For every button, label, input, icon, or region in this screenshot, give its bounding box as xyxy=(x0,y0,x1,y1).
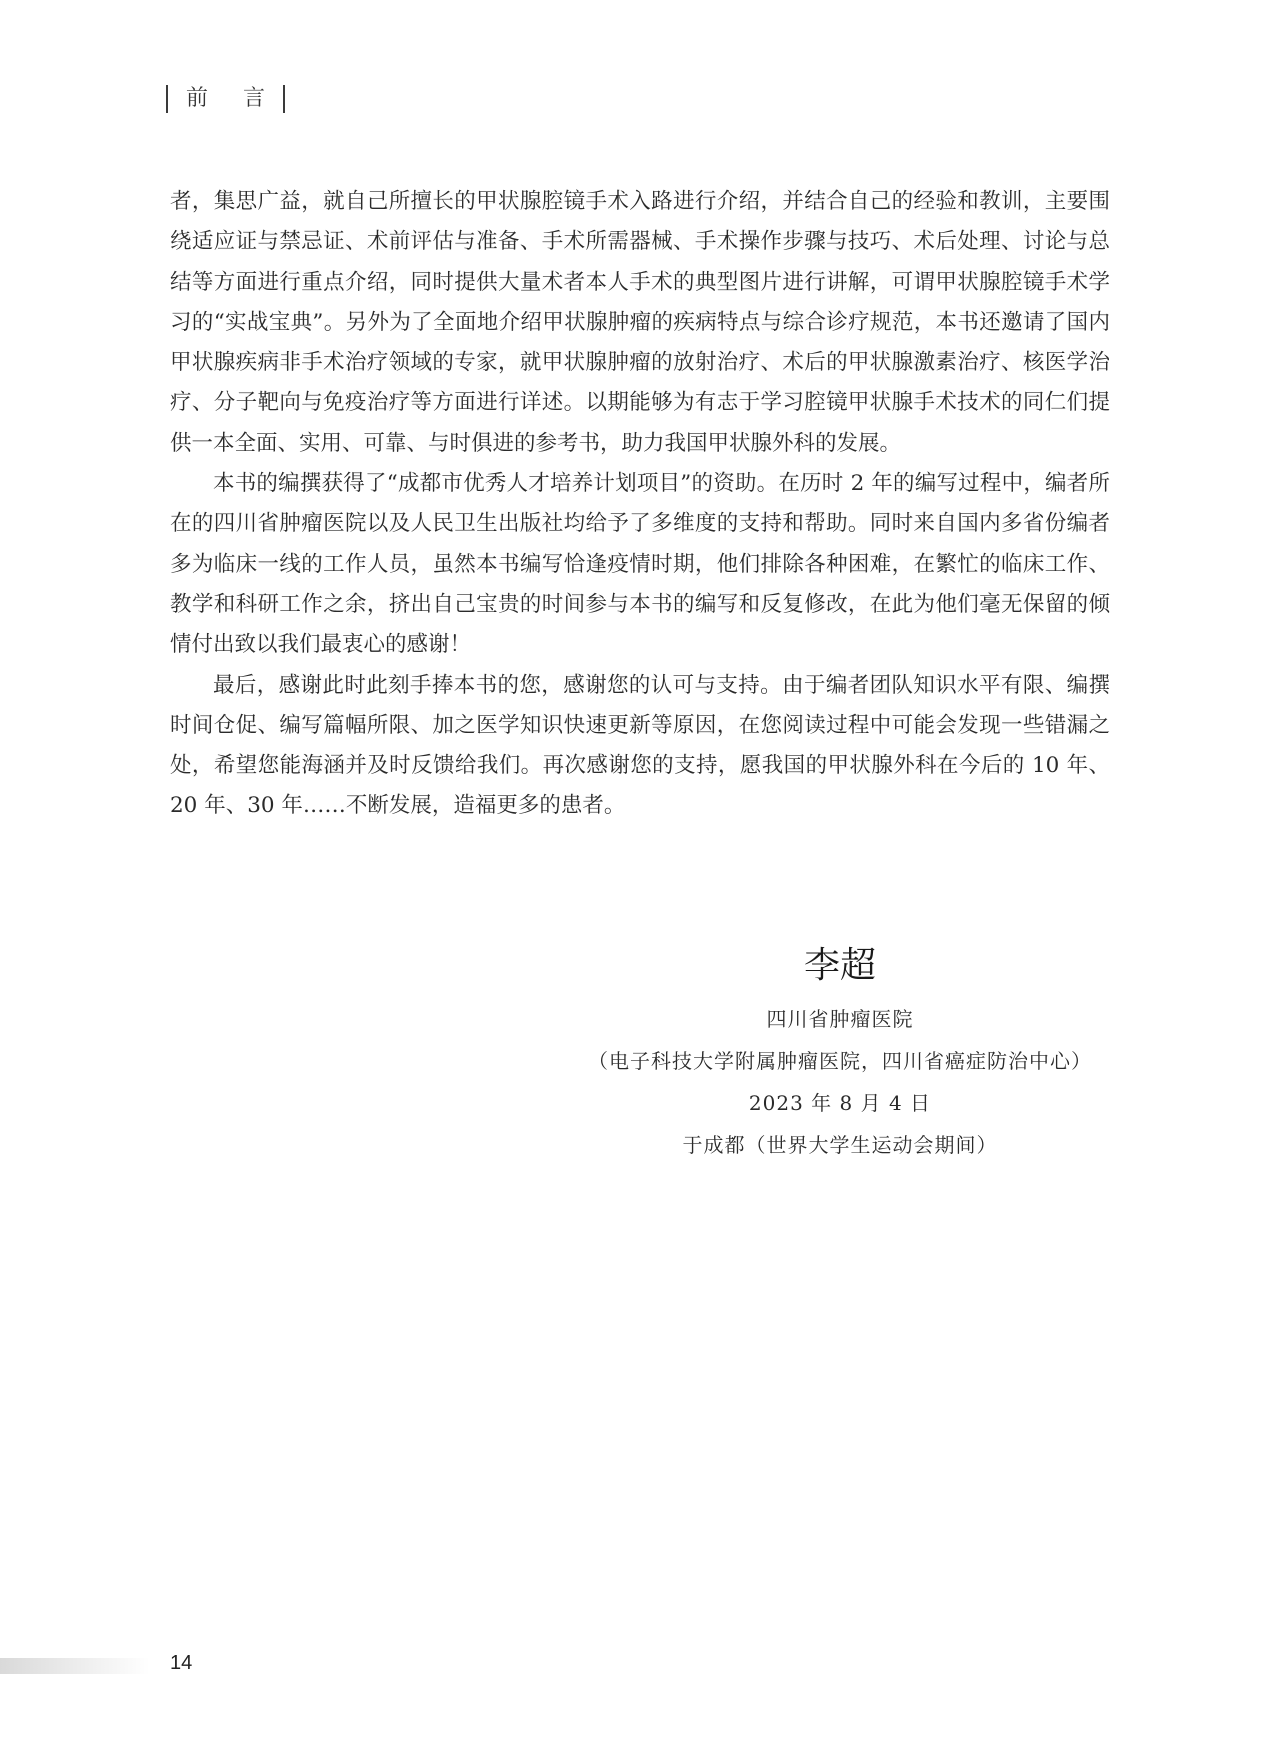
paragraph-funding: 本书的编撰获得了“成都市优秀人才培养计划项目”的资助。在历时 2 年的编写过程中，编者所在的四川省肿瘤医院以及人民卫生出版社均给予了多维度的支持和帮助。同时来自国内多省份编者多为临床一线的工作人员，虽然本书编写恰逢疫情时期，他们排除各种困难，在繁忙的临床工作、教学和科研工作之余，挤出自己宝贵的时间参与本书的编写和反复修改，在此为他们毫无保留的倾情付出致以我们最衷心的感谢！ xyxy=(170,471,1110,658)
author-signature: 李超 xyxy=(803,945,876,986)
header-right-rule xyxy=(283,85,285,113)
paragraph-closing: 最后，感谢此时此刻手捧本书的您，感谢您的认可与支持。由于编者团队知识水平有限、编撰时间仓促、编写篇幅所限、加之医学知识快速更新等原因，在您阅读过程中可能会发现一些错漏之处，希望您能海涵并及时反馈给我们。再次感谢您的支持，愿我国的甲状腺外科在今后的 10 年、20 年、30 年……不断发展，造福更多的患者。 xyxy=(170,672,1110,819)
signature-date: 2023 年 8 月 4 日 xyxy=(748,1091,932,1115)
signature-place: 于成都（世界大学生运动会期间） xyxy=(682,1133,998,1157)
header-left-rule xyxy=(166,85,168,113)
signature-block xyxy=(560,940,1120,1166)
footer-shade-bar xyxy=(0,1658,150,1674)
author-institution: 四川省肿瘤医院 xyxy=(766,1007,914,1031)
header-title: 前 言 xyxy=(186,86,279,111)
preface-body xyxy=(170,182,1110,827)
author-affiliation: （电子科技大学附属肿瘤医院，四川省癌症防治中心） xyxy=(588,1049,1092,1073)
page-number: 14 xyxy=(170,1652,193,1674)
running-header xyxy=(166,84,285,114)
paragraph-continuation: 者，集思广益，就自己所擅长的甲状腺腔镜手术入路进行介绍，并结合自己的经验和教训，主要围绕适应证与禁忌证、术前评估与准备、手术所需器械、手术操作步骤与技巧、术后处理、讨论与总结等方面进行重点介绍，同时提供大量术者本人手术的典型图片进行讲解，可谓甲状腺腔镜手术学习的“实战宝典”。另外为了全面地介绍甲状腺肿瘤的疾病特点与综合诊疗规范，本书还邀请了国内甲状腺疾病非手术治疗领域的专家，就甲状腺肿瘤的放射治疗、术后的甲状腺激素治疗、核医学治疗、分子靶向与免疫治疗等方面进行详述。以期能够为有志于学习腔镜甲状腺手术技术的同仁们提供一本全面、实用、可靠、与时俱进的参考书，助力我国甲状腺外科的发展。 xyxy=(170,189,1110,456)
